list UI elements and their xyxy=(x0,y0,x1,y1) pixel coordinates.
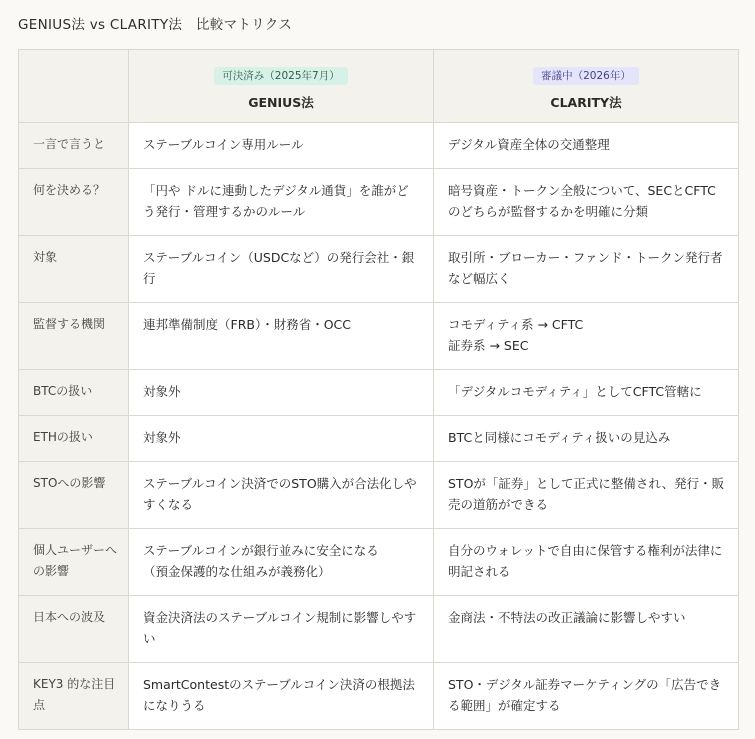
genius-cell-line: ステーブルコインが銀行並みに安全になる xyxy=(143,543,379,558)
clarity-cell: 暗号資産・トークン全般について、SECとCFTCのどちらが監督するかを明確に分類 xyxy=(434,169,739,236)
row-label: 個人ユーザーへの影響 xyxy=(19,529,129,596)
row-label: ETHの扱い xyxy=(19,416,129,462)
genius-cell: 連邦準備制度（FRB）・財務省・OCC xyxy=(129,303,434,370)
table-header-row xyxy=(19,50,739,123)
table-row xyxy=(19,663,739,730)
clarity-cell: STO・デジタル証券マーケティングの「広告できる範囲」が確定する xyxy=(434,663,739,730)
table-row xyxy=(19,123,739,169)
table-row xyxy=(19,596,739,663)
genius-cell: ステーブルコイン専用ルール xyxy=(129,123,434,169)
clarity-cell: 自分のウォレットで自由に保管する権利が法律に明記される xyxy=(434,529,739,596)
genius-cell-line: （預金保護的な仕組みが義務化） xyxy=(143,564,331,579)
table-row xyxy=(19,236,739,303)
clarity-cell-line: コモディティ系 → CFTC xyxy=(448,317,584,332)
table-row xyxy=(19,416,739,462)
genius-cell: 対象外 xyxy=(129,416,434,462)
genius-status-badge: 可決済み（2025年7月） xyxy=(214,67,347,85)
page-title: GENIUS法 vs CLARITY法 比較マトリクス xyxy=(18,17,293,33)
genius-header-name: GENIUS法 xyxy=(248,95,314,110)
comparison-table xyxy=(18,49,739,730)
row-label: 監督する機関 xyxy=(19,303,129,370)
clarity-cell: 「デジタルコモディティ」としてCFTC管轄に xyxy=(434,370,739,416)
genius-cell: 「円や ドルに連動したデジタル通貨」を誰がどう発行・管理するかのルール xyxy=(129,169,434,236)
row-label: 日本への波及 xyxy=(19,596,129,663)
row-label: 対象 xyxy=(19,236,129,303)
clarity-cell: デジタル資産全体の交通整理 xyxy=(434,123,739,169)
table-row xyxy=(19,303,739,370)
genius-cell: SmartContestのステーブルコイン決済の根拠法になりうる xyxy=(129,663,434,730)
clarity-cell-line: 証券系 → SEC xyxy=(448,338,529,353)
clarity-cell: 取引所・ブローカー・ファンド・トークン発行者など幅広く xyxy=(434,236,739,303)
table-row xyxy=(19,169,739,236)
clarity-cell: 金商法・不特法の改正議論に影響しやすい xyxy=(434,596,739,663)
genius-cell: 資金決済法のステーブルコイン規制に影響しやすい xyxy=(129,596,434,663)
clarity-header xyxy=(434,50,739,123)
row-label: 何を決める？ xyxy=(19,169,129,236)
clarity-status-badge: 審議中（2026年） xyxy=(533,67,639,85)
clarity-header-name: CLARITY法 xyxy=(550,95,622,110)
genius-cell: 対象外 xyxy=(129,370,434,416)
row-label: 一言で言うと xyxy=(19,123,129,169)
genius-cell: ステーブルコイン決済でのSTO購入が合法化しやすくなる xyxy=(129,462,434,529)
genius-cell xyxy=(129,529,434,596)
table-row xyxy=(19,462,739,529)
genius-cell: ステーブルコイン（USDCなど）の発行会社・銀行 xyxy=(129,236,434,303)
table-row xyxy=(19,529,739,596)
clarity-cell: BTCと同様にコモディティ扱いの見込み xyxy=(434,416,739,462)
clarity-cell xyxy=(434,303,739,370)
genius-header xyxy=(129,50,434,123)
row-label: KEY3 的な注目点 xyxy=(19,663,129,730)
row-label: BTCの扱い xyxy=(19,370,129,416)
corner-cell xyxy=(19,50,129,123)
table-row xyxy=(19,370,739,416)
row-label: STOへの影響 xyxy=(19,462,129,529)
clarity-cell: STOが「証券」として正式に整備され、発行・販売の道筋ができる xyxy=(434,462,739,529)
